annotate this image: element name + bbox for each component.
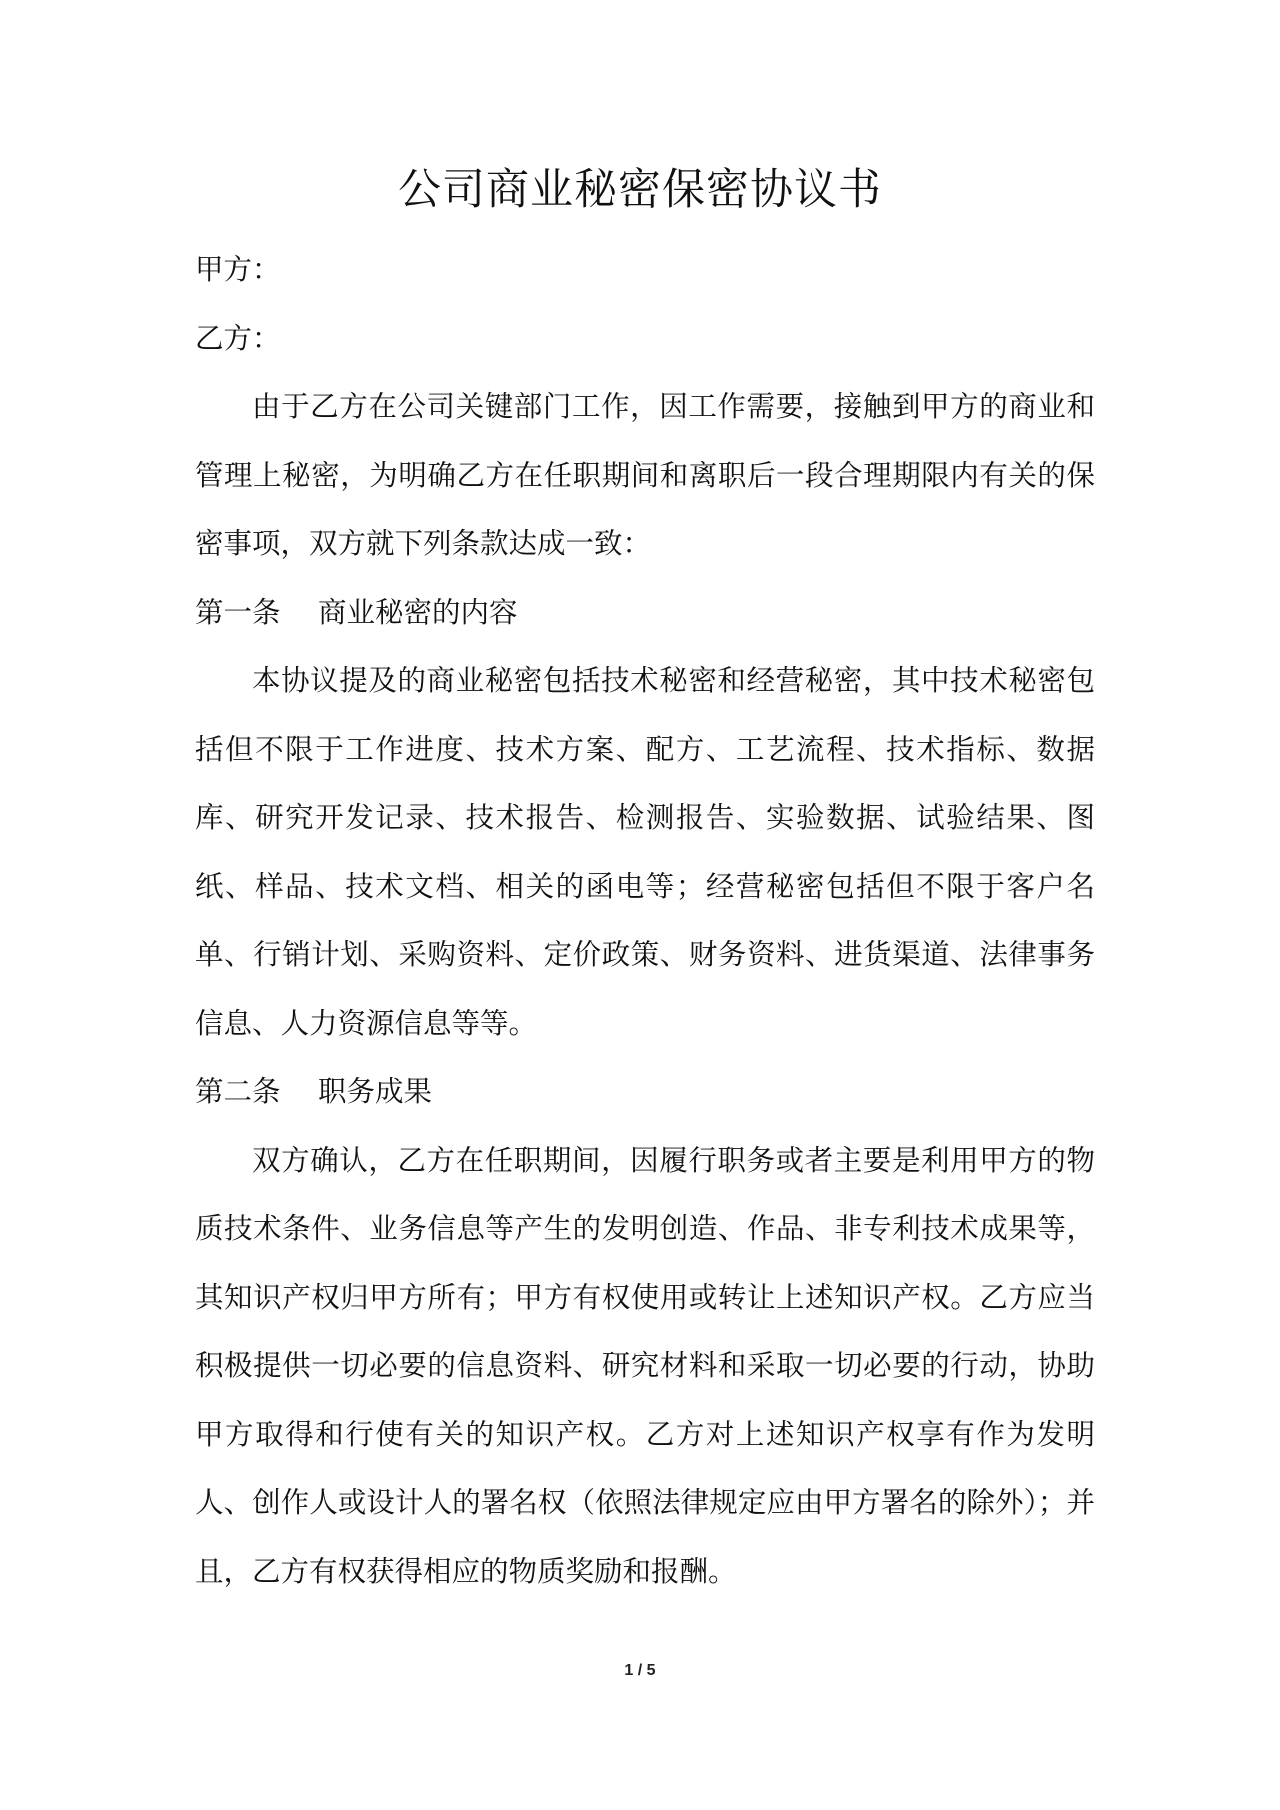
party-b-label: 乙方： (195, 321, 281, 355)
section-heading-2: 第二条 职务成果 (195, 1075, 433, 1108)
section-body-1: 本协议提及的商业秘密包括技术秘密和经营秘密，其中技术秘密包括但不限于工作进度、技术方案、配方、工艺流程、技术指标、数据库、研究开发记录、技术报告、检测报告、实验数据、试验结果、图纸、样品、技术文档、相关的函电等；经营秘密包括但不限于客户名单、行销计划、采购资料、定价政策、财务资料、进货渠道、法律事务信息、人力资源信息等等。 (195, 664, 1095, 1040)
document-title: 公司商业秘密保密协议书 (398, 165, 882, 215)
intro-paragraph: 由于乙方在公司关键部门工作，因工作需要，接触到甲方的商业和管理上秘密，为明确乙方在任职期间和离职后一段合理期限内有关的保密事项，双方就下列条款达成一致： (195, 390, 1095, 560)
section-body-2: 双方确认，乙方在任职期间，因履行职务或者主要是利用甲方的物质技术条件、业务信息等产生的发明创造、作品、非专利技术成果等，其知识产权归甲方所有；甲方有权使用或转让上述知识产权。乙方应当积极提供一切必要的信息资料、研究材料和采取一切必要的行动，协助甲方取得和行使有关的知识产权。乙方对上述知识产权享有作为发明人、创作人或设计人的署名权（依照法律规定应由甲方署名的除外）；并且，乙方有权获得相应的物质奖励和报酬。 (195, 1143, 1095, 1588)
page-number: 1 / 5 (624, 1662, 656, 1679)
party-a-label: 甲方： (195, 253, 281, 286)
section-heading-1: 第一条 商业秘密的内容 (195, 595, 518, 629)
document-body (195, 236, 1095, 1606)
